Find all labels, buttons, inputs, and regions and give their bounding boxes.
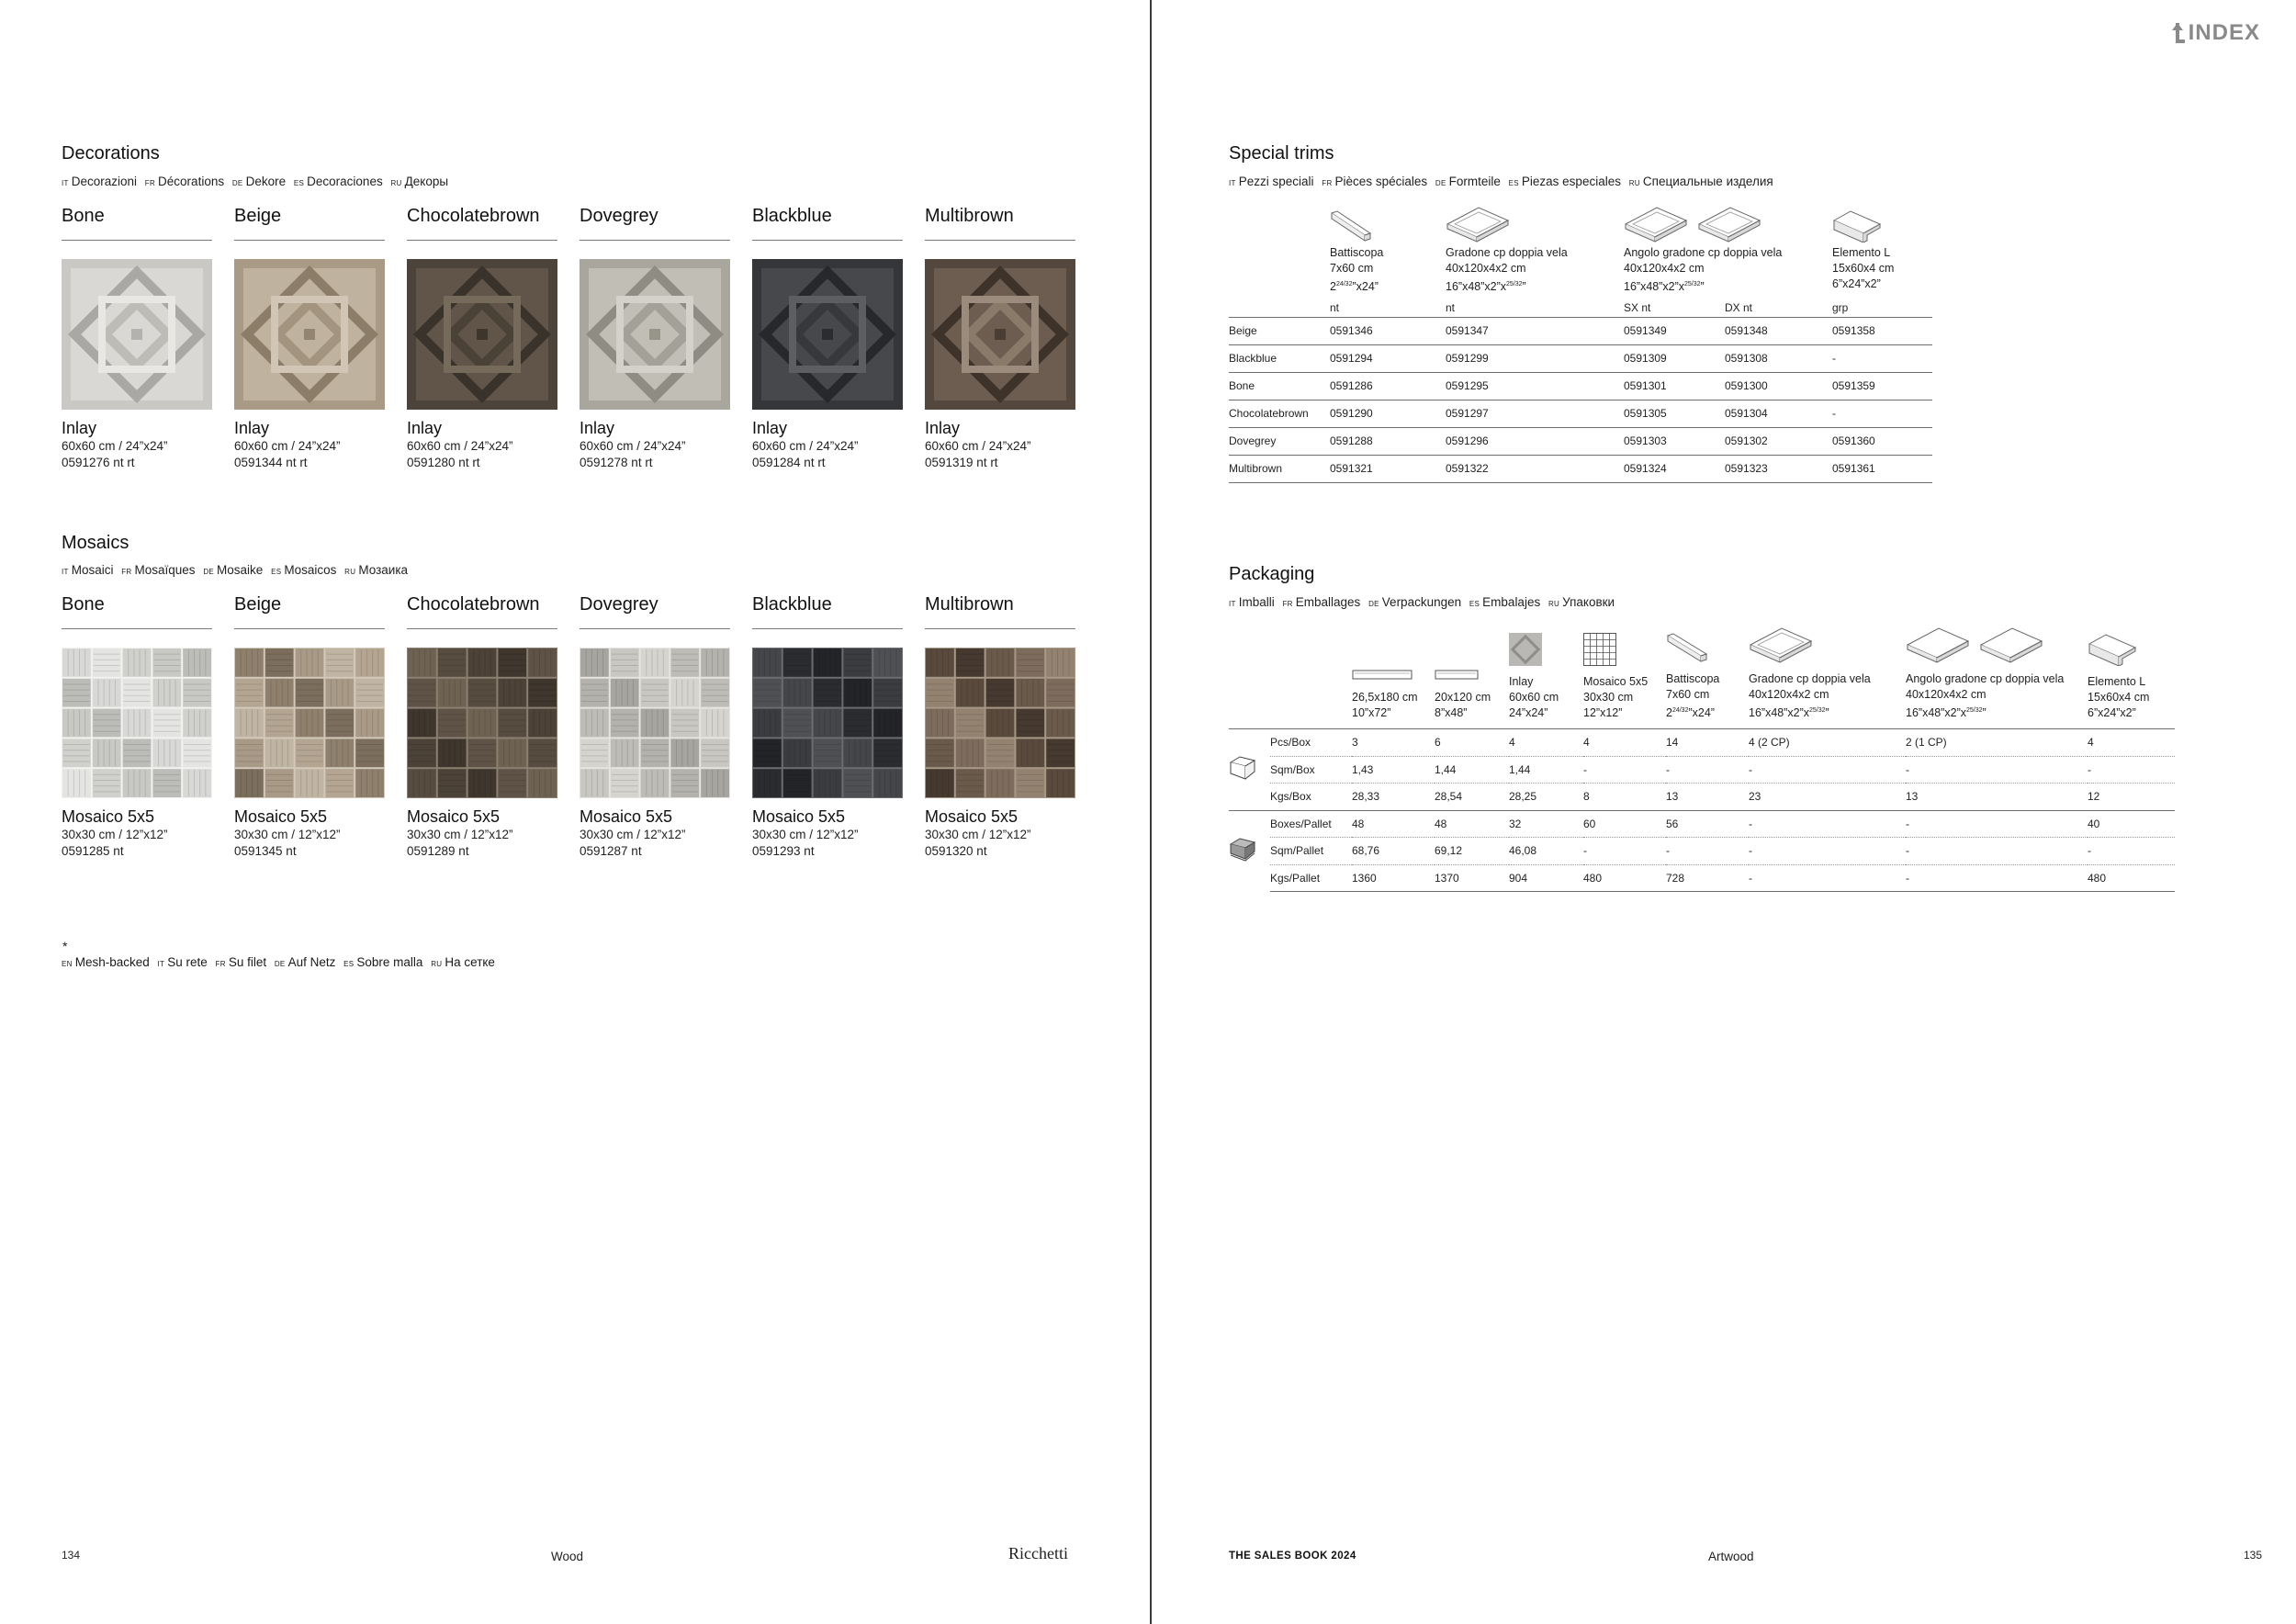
product-code: 0591345 nt: [234, 844, 297, 858]
sales-book-label: THE SALES BOOK 2024: [1229, 1551, 1356, 1562]
mosaic-dovegrey-swatch: [580, 648, 730, 798]
product-code: 0591320 nt: [925, 844, 987, 858]
table-row: Sqm/Pallet 68,76 69,12 46,08 - - - - -: [1229, 838, 2175, 865]
product-code: 0591280 nt rt: [407, 456, 480, 469]
slab-180-icon: [1352, 669, 1412, 682]
angolo-gradone-icon: [1624, 206, 1780, 242]
decorations-translations: IT Decorazioni FR Décorations DE Dekore ES Decoraciones RU Декоры: [62, 175, 449, 188]
pk-col-mosaico: Mosaico 5x5 30x30 cm 12”x12”: [1583, 626, 1666, 729]
trims-col-angolo: Angolo gradone cp doppia vela 40x120x4x2 cm $16”x48”x2”x^{25/32}$”: [1624, 246, 1783, 294]
product-name: Mosaico 5x5: [407, 807, 501, 826]
mosaic-blackblue-swatch: [752, 648, 903, 798]
table-row: Kgs/Box 28,33 28,54 28,25 8 13 23 13 12: [1229, 784, 2175, 811]
product-code: 0591278 nt rt: [580, 456, 653, 469]
mesh-note-star: *: [62, 939, 68, 953]
table-row: Beige 0591346 0591347 0591349 0591348 0591358: [1229, 317, 1932, 344]
product-color: Blackblue: [752, 594, 903, 629]
product-card: [752, 206, 903, 471]
brand-logo: Ricchetti: [1008, 1544, 1068, 1562]
mesh-note: EN Mesh-backed IT Su rete FR Su filet DE Auf Netz ES Sobre malla RU На сетке: [62, 955, 495, 969]
product-code: 0591284 nt rt: [752, 456, 826, 469]
table-row: Sqm/Box 1,43 1,44 1,44 - - - - -: [1229, 756, 2175, 784]
mosaic-multibrown-swatch: [925, 648, 1075, 798]
product-card: [407, 594, 557, 860]
page-number-right: 135: [2244, 1549, 2263, 1562]
pk-col-slab2: 20x120 cm 8”x48”: [1435, 626, 1509, 729]
product-size: 60x60 cm / 24”x24”: [407, 439, 513, 453]
product-card: [580, 594, 730, 860]
product-size: 30x30 cm / 12”x12”: [234, 828, 341, 841]
product-card: [62, 206, 212, 471]
index-arrow-icon: [2168, 21, 2187, 45]
footer-section-right: Artwood: [1708, 1550, 1754, 1563]
pk-col-slab1: 26,5x180 cm 10”x72”: [1352, 626, 1435, 729]
mosaic-chocolatebrown-swatch: [407, 648, 557, 798]
product-color: Dovegrey: [580, 594, 730, 629]
pk-col-inlay: Inlay 60x60 cm 24”x24”: [1509, 626, 1583, 729]
product-size: 30x30 cm / 12”x12”: [925, 828, 1031, 841]
pk-col-gradone: Gradone cp doppia vela 40x120x4x2 cm $16”x48”x2”x^{25/32}$”: [1749, 626, 1906, 729]
mosaic-grid-icon: [1583, 633, 1616, 666]
table-row: Dovegrey 0591288 0591296 0591303 0591302 0591360: [1229, 427, 1932, 455]
product-name: Inlay: [234, 419, 270, 437]
product-size: 30x30 cm / 12”x12”: [580, 828, 686, 841]
page-number-left: 134: [62, 1549, 81, 1562]
gradone-icon: [1749, 626, 1813, 663]
pk-col-elemento: Elemento L 15x60x4 cm 6”x24”x2”: [2088, 626, 2175, 729]
special-trims-table: [1229, 206, 1932, 483]
index-label: INDEX: [2188, 20, 2260, 45]
product-color: Chocolatebrown: [407, 206, 557, 241]
product-name: Inlay: [925, 419, 961, 437]
product-color: Bone: [62, 206, 212, 241]
elemento-l-icon: [2088, 633, 2137, 666]
product-size: 60x60 cm / 24”x24”: [580, 439, 686, 453]
mosaic-beige-swatch: [234, 648, 385, 798]
special-trims-title: Special trims: [1229, 143, 1334, 164]
product-size: 60x60 cm / 24”x24”: [752, 439, 859, 453]
product-code: 0591319 nt rt: [925, 456, 998, 469]
table-row: Kgs/Pallet 1360 1370 904 480 728 - - 480: [1229, 864, 2175, 892]
product-size: 60x60 cm / 24”x24”: [62, 439, 168, 453]
inlay-thumb-icon: [1509, 633, 1542, 666]
table-row: Bone 0591286 0591295 0591301 0591300 0591359: [1229, 372, 1932, 400]
elemento-l-icon: [1832, 209, 1882, 242]
inlay-multibrown-swatch: [925, 259, 1075, 410]
special-trims-translations: IT Pezzi speciali FR Pièces spéciales DE Formteile ES Piezas especiales RU Специальные изделия: [1229, 175, 1773, 188]
footer-section-left: Wood: [551, 1550, 584, 1563]
table-row: Chocolatebrown 0591290 0591297 0591305 0591304 -: [1229, 400, 1932, 427]
product-code: 0591285 nt: [62, 844, 124, 858]
trims-col-elemento: Elemento L 15x60x4 cm 6”x24”x2”: [1832, 246, 1895, 290]
product-code: 0591293 nt: [752, 844, 815, 858]
table-row: Boxes/Pallet 48 48 32 60 56 - - 40: [1229, 810, 2175, 838]
packaging-title: Packaging: [1229, 564, 1315, 584]
product-name: Mosaico 5x5: [925, 807, 1019, 826]
inlay-chocolatebrown-swatch: [407, 259, 557, 410]
product-size: 30x30 cm / 12”x12”: [407, 828, 513, 841]
inlay-dovegrey-swatch: [580, 259, 730, 410]
table-row: Blackblue 0591294 0591299 0591309 0591308 -: [1229, 344, 1932, 372]
product-name: Inlay: [752, 419, 788, 437]
angolo-gradone-icon: [1906, 626, 2062, 663]
product-card: [752, 594, 903, 860]
product-size: 30x30 cm / 12”x12”: [752, 828, 859, 841]
inlay-bone-swatch: [62, 259, 212, 410]
decorations-title: Decorations: [62, 143, 160, 164]
trims-col-gradone: Gradone cp doppia vela 40x120x4x2 cm $16”x48”x2”x^{25/32}$”: [1446, 246, 1568, 294]
product-color: Blackblue: [752, 206, 903, 241]
packaging-table: [1229, 626, 2175, 892]
mosaics-translations: IT Mosaici FR Mosaïques DE Mosaike ES Mosaicos RU Мозаика: [62, 563, 409, 577]
trims-col-battiscopa: Battiscopa 7x60 cm $2^{24/32}”x24$”: [1330, 246, 1384, 294]
table-row: Multibrown 0591321 0591322 0591324 0591323 0591361: [1229, 455, 1932, 482]
product-card: [925, 206, 1075, 471]
product-name: Inlay: [407, 419, 443, 437]
inlay-beige-swatch: [234, 259, 385, 410]
product-name: Inlay: [580, 419, 615, 437]
product-name: Mosaico 5x5: [580, 807, 673, 826]
mosaics-grid: [62, 594, 1072, 860]
box-icon: [1229, 755, 1256, 781]
gradone-icon: [1446, 206, 1510, 242]
mosaic-bone-swatch: [62, 648, 212, 798]
index-button[interactable]: [2168, 20, 2260, 46]
right-page: [1152, 0, 2296, 1624]
product-color: Chocolatebrown: [407, 594, 557, 629]
pk-col-angolo: Angolo gradone cp doppia vela 40x120x4x2 cm $16”x48”x2”x^{25/32}$”: [1906, 626, 2088, 729]
product-name: Mosaico 5x5: [752, 807, 846, 826]
product-code: 0591276 nt rt: [62, 456, 135, 469]
product-card: [925, 594, 1075, 860]
product-card: [580, 206, 730, 471]
product-size: 60x60 cm / 24”x24”: [234, 439, 341, 453]
decorations-grid: [62, 206, 1072, 471]
product-name: Mosaico 5x5: [62, 807, 155, 826]
inlay-blackblue-swatch: [752, 259, 903, 410]
table-row: Pcs/Box 3 6 4 4 14 4 (2 CP) 2 (1 CP) 4: [1229, 729, 2175, 757]
product-color: Dovegrey: [580, 206, 730, 241]
battiscopa-icon: [1666, 632, 1708, 663]
product-card: [234, 594, 385, 860]
battiscopa-icon: [1330, 209, 1372, 242]
product-code: 0591289 nt: [407, 844, 469, 858]
product-size: 60x60 cm / 24”x24”: [925, 439, 1031, 453]
trims-icon-row: [1229, 206, 1932, 245]
trims-header-row: [1229, 245, 1932, 295]
product-color: Beige: [234, 594, 385, 629]
slab-120-icon: [1435, 669, 1479, 682]
product-size: 30x30 cm / 12”x12”: [62, 828, 168, 841]
packaging-header-row: [1229, 626, 2175, 729]
trims-unit-row: nt nt SX nt DX nt grp: [1330, 300, 1849, 314]
product-card: [62, 594, 212, 860]
mosaics-title: Mosaics: [62, 533, 129, 553]
packaging-translations: IT Imballi FR Emballages DE Verpackungen ES Embalajes RU Упаковки: [1229, 595, 1615, 609]
product-color: Beige: [234, 206, 385, 241]
pk-col-battiscopa: Battiscopa 7x60 cm $2^{24/32}”x24$”: [1666, 626, 1749, 729]
product-code: 0591344 nt rt: [234, 456, 308, 469]
pallet-icon: [1229, 837, 1256, 863]
product-card: [234, 206, 385, 471]
product-name: Inlay: [62, 419, 97, 437]
product-card: [407, 206, 557, 471]
product-color: Multibrown: [925, 206, 1075, 241]
product-name: Mosaico 5x5: [234, 807, 328, 826]
product-color: Multibrown: [925, 594, 1075, 629]
product-code: 0591287 nt: [580, 844, 642, 858]
product-color: Bone: [62, 594, 212, 629]
